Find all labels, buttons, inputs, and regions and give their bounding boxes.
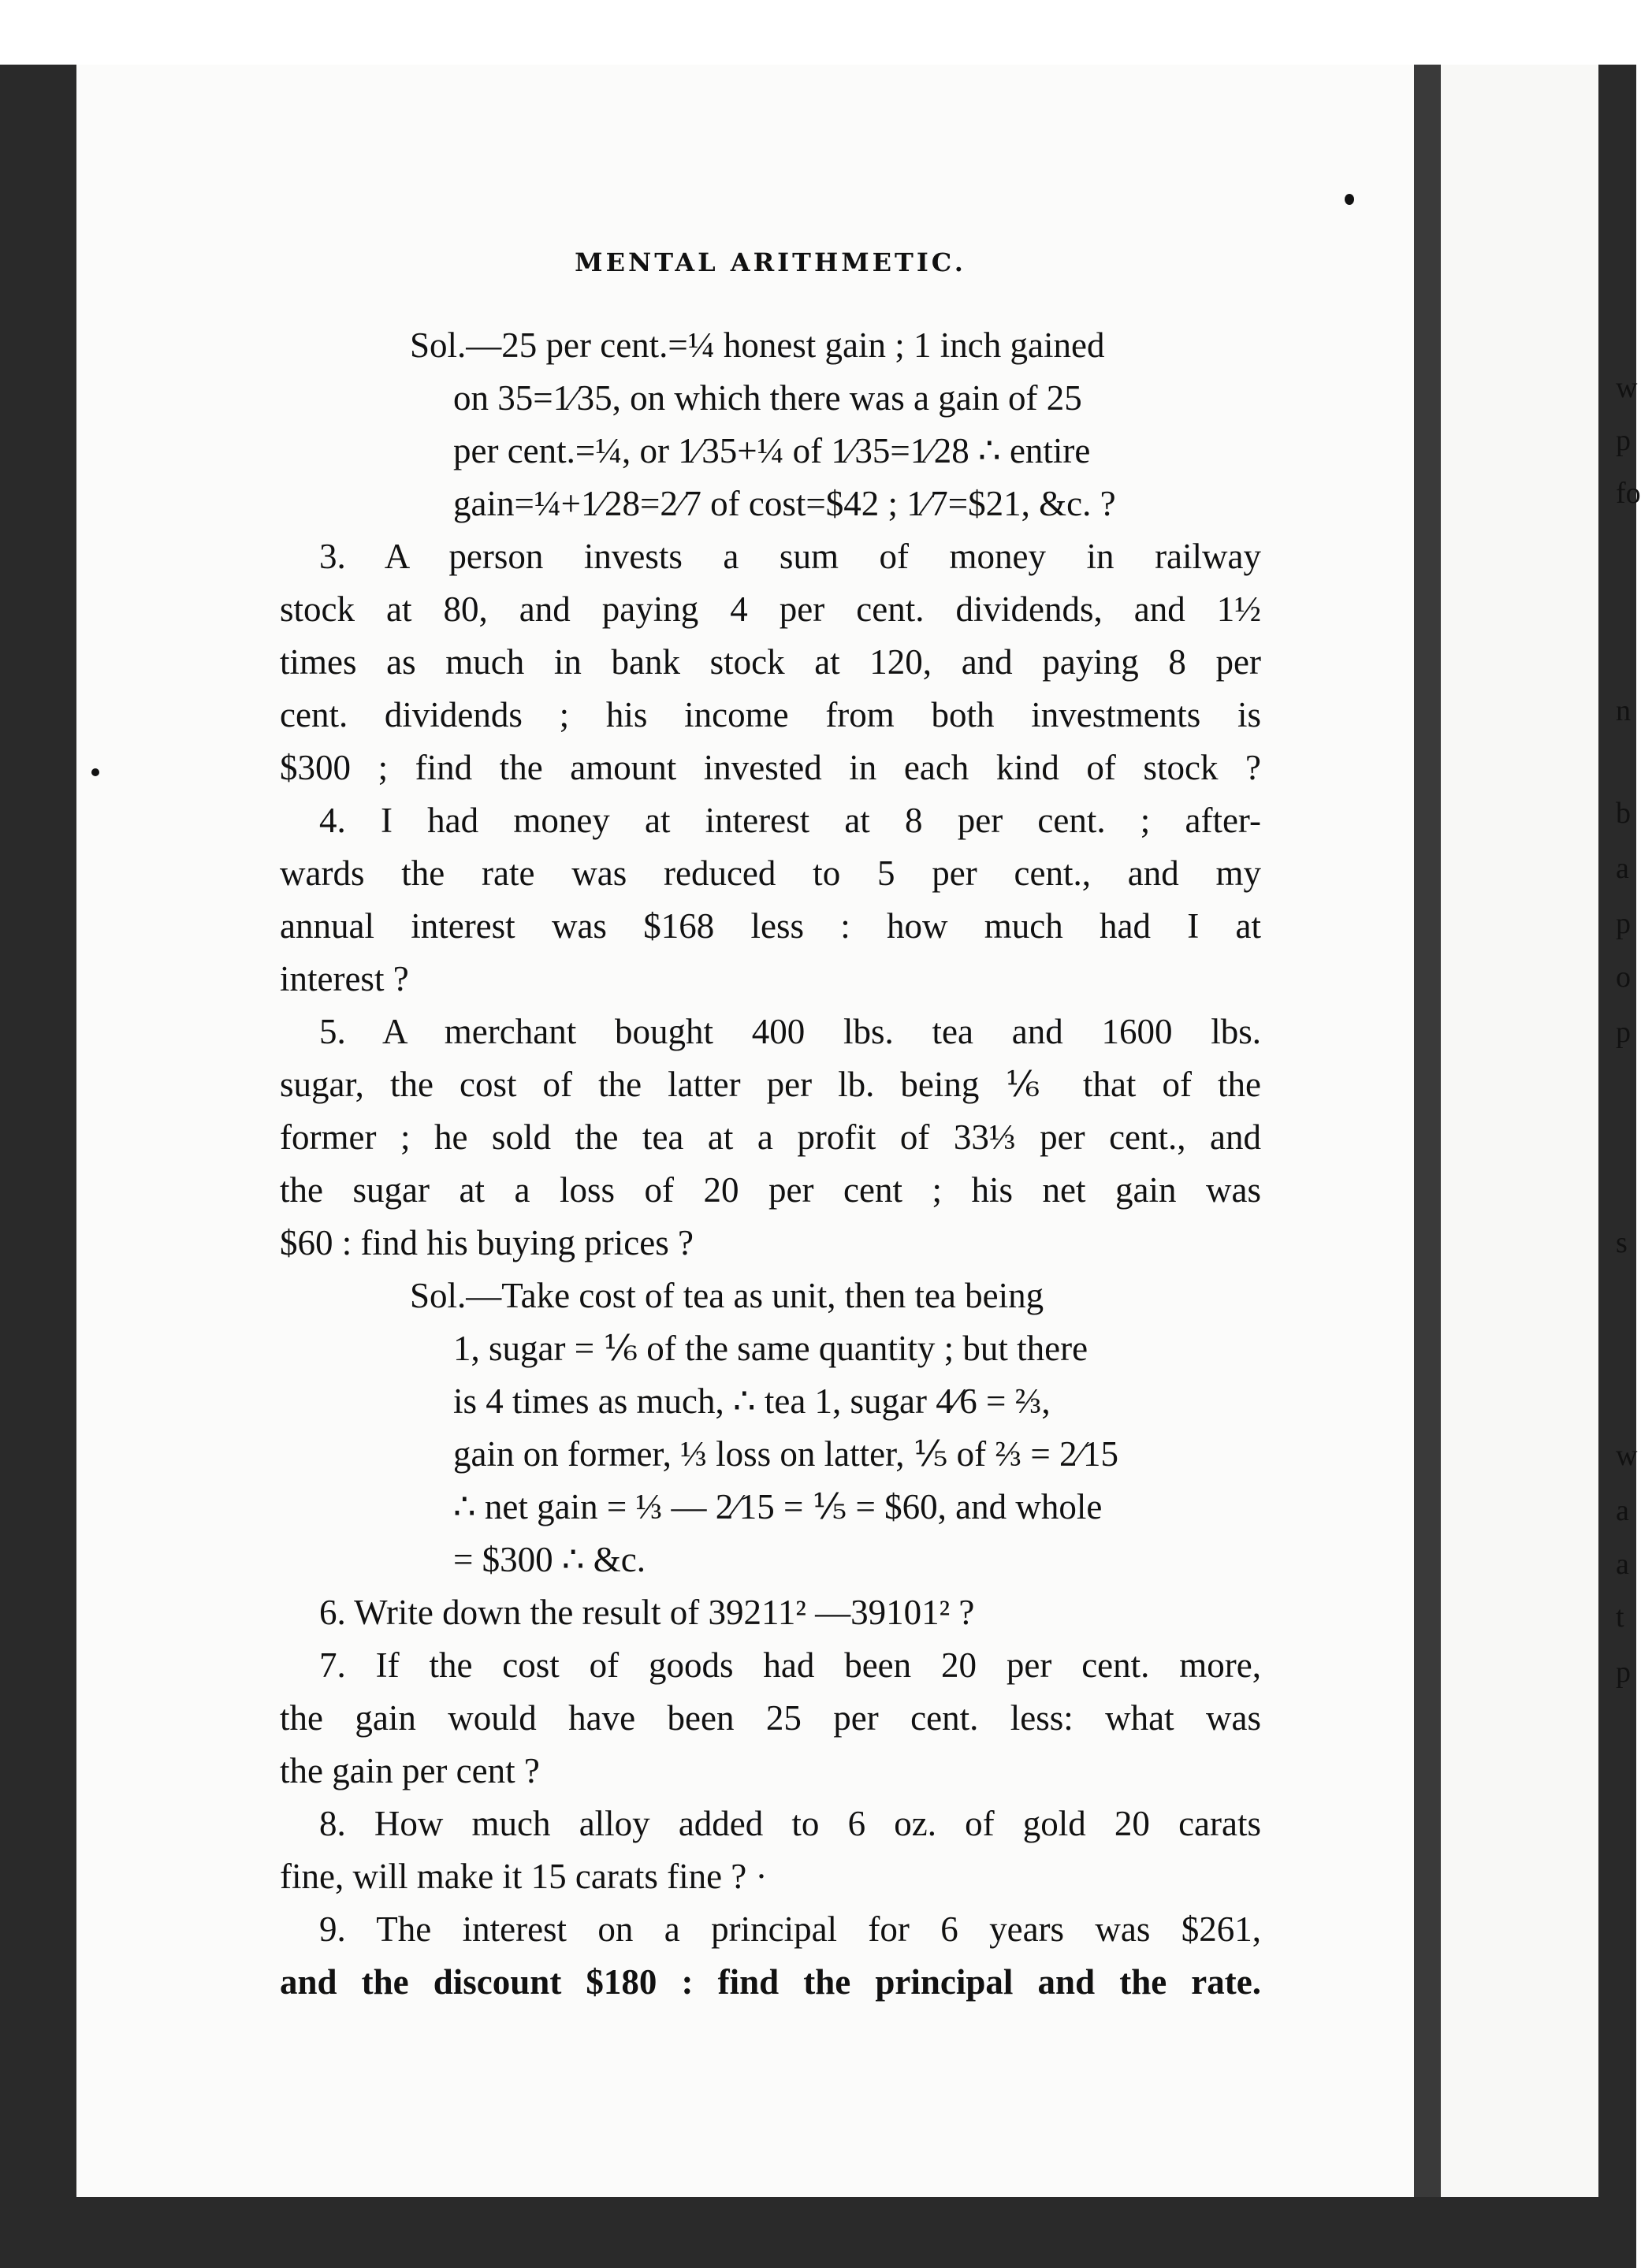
facing-page-fragment: a bbox=[1616, 1548, 1629, 1581]
facing-page-fragment: p bbox=[1616, 1016, 1631, 1049]
problem-8-line: 8. How much alloy added to 6 oz. of gold 20 carats bbox=[319, 1804, 1261, 1843]
problem-6-line: 6. Write down the result of 39211² —39101² ? bbox=[319, 1593, 975, 1632]
line: wards the rate was reduced to 5 per cent., and my bbox=[280, 853, 1261, 893]
facing-page-fragment: t bbox=[1616, 1601, 1624, 1634]
running-head: MENTAL ARITHMETIC. bbox=[575, 247, 966, 277]
facing-page-fragment: a bbox=[1616, 1494, 1629, 1527]
scan-top-margin bbox=[0, 0, 1636, 65]
line: times as much in bank stock at 120, and paying 8 per bbox=[280, 642, 1261, 682]
speck bbox=[1345, 194, 1354, 205]
facing-page-fragment: p bbox=[1616, 907, 1631, 940]
line: annual interest was $168 less : how much had I at bbox=[280, 906, 1261, 946]
line: sugar, the cost of the latter per lb. being ⅙ that of the bbox=[280, 1065, 1261, 1104]
line: cent. dividends ; his income from both investments is bbox=[280, 695, 1261, 734]
facing-page-fragment: fo bbox=[1616, 477, 1641, 510]
facing-page-fragment: p bbox=[1616, 1656, 1631, 1689]
line: Sol.—Take cost of tea as unit, then tea being bbox=[410, 1276, 1044, 1315]
line: former ; he sold the tea at a profit of 33⅓ per cent., and bbox=[280, 1117, 1261, 1157]
facing-page-fragment: o bbox=[1616, 961, 1631, 994]
line: per cent.=¼, or 1⁄35+¼ of 1⁄35=1⁄28 ∴ entire bbox=[453, 431, 1091, 470]
facing-page-fragment: n bbox=[1616, 694, 1631, 727]
speck bbox=[91, 768, 99, 776]
line: fine, will make it 15 carats fine ? · bbox=[280, 1857, 768, 1896]
line: ∴ net gain = ⅓ — 2⁄15 = ⅕ = $60, and whole bbox=[453, 1487, 1103, 1526]
line: the gain per cent ? bbox=[280, 1751, 540, 1790]
line: on 35=1⁄35, on which there was a gain of 25 bbox=[453, 378, 1082, 418]
facing-page-fragment: a bbox=[1616, 852, 1629, 885]
book-gutter bbox=[1414, 65, 1441, 2197]
facing-page bbox=[1441, 65, 1598, 2197]
line: is 4 times as much, ∴ tea 1, sugar 4⁄6 = ⅔, bbox=[453, 1381, 1051, 1421]
line: interest ? bbox=[280, 959, 409, 998]
line: = $300 ∴ &c. bbox=[453, 1540, 646, 1579]
problem-9-line: 9. The interest on a principal for 6 years was $261, bbox=[319, 1909, 1261, 1949]
line: Sol.—25 per cent.=¼ honest gain ; 1 inch gained bbox=[410, 325, 1105, 365]
line: $60 : find his buying prices ? bbox=[280, 1223, 694, 1262]
problem-4-line: 4. I had money at interest at 8 per cent. ; after- bbox=[319, 801, 1261, 840]
line: $300 ; find the amount invested in each kind of stock ? bbox=[280, 748, 1261, 787]
line: stock at 80, and paying 4 per cent. dividends, and 1½ bbox=[280, 589, 1261, 629]
problem-3-line: 3. A person invests a sum of money in railway bbox=[319, 537, 1261, 576]
facing-page-fragment: s bbox=[1616, 1226, 1628, 1259]
facing-page-fragment: w bbox=[1616, 371, 1638, 404]
line: and the discount $180 : find the principal and the rate. bbox=[280, 1962, 1261, 2002]
facing-page-fragment: w bbox=[1616, 1439, 1638, 1472]
line: the sugar at a loss of 20 per cent ; his net gain was bbox=[280, 1170, 1261, 1210]
facing-page-fragment: b bbox=[1616, 797, 1631, 830]
line: gain on former, ⅓ loss on latter, ⅕ of ⅔ = 2⁄15 bbox=[453, 1434, 1119, 1474]
line: 1, sugar = ⅙ of the same quantity ; but there bbox=[453, 1329, 1088, 1368]
facing-page-fragment: p bbox=[1616, 424, 1631, 457]
problem-5-line: 5. A merchant bought 400 lbs. tea and 1600 lbs. bbox=[319, 1012, 1261, 1051]
line: gain=¼+1⁄28=2⁄7 of cost=$42 ; 1⁄7=$21, &c. ? bbox=[453, 484, 1116, 523]
line: the gain would have been 25 per cent. less: what was bbox=[280, 1698, 1261, 1738]
problem-7-line: 7. If the cost of goods had been 20 per cent. more, bbox=[319, 1645, 1261, 1685]
